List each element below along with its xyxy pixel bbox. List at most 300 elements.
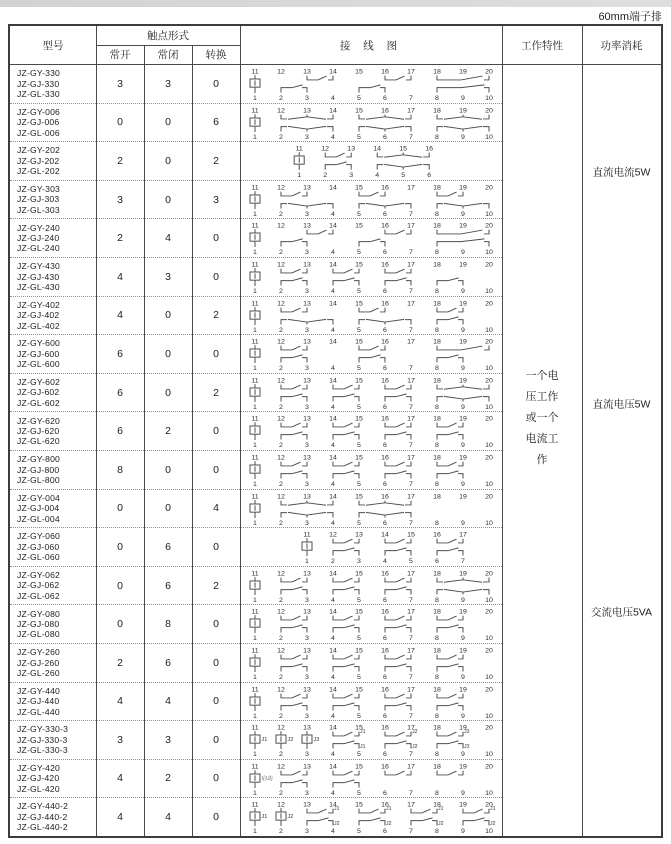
terminal-number: 20 [485,223,493,231]
model-name: JZ-GL-260 [17,667,60,678]
terminal-number: 2 [279,519,283,527]
wiring-diagram [240,219,502,257]
terminal-number: 3 [305,95,309,103]
terminal-number: 19 [459,223,467,231]
terminal-number: 18 [433,261,441,269]
terminal-number: 12 [277,68,285,76]
contact-symbol [437,664,463,672]
normally-closed-count: 4 [165,811,171,824]
wiring-diagram [240,798,502,836]
terminal-number: 13 [303,377,311,385]
normally-open-count: 4 [117,811,123,824]
terminal-number: 8 [435,365,439,373]
normally-closed-count: 2 [165,772,171,785]
model-name: JZ-GJ-260 [17,657,60,668]
model-name: JZ-GL-330-3 [17,745,68,756]
model-name: JZ-GL-402 [17,320,60,331]
terminal-number: 10 [485,326,493,334]
terminal-number: 5 [357,519,361,527]
terminal-number: 15 [355,338,363,346]
normally-open-count: 2 [117,154,123,167]
contact-symbol [333,394,359,402]
model-name: JZ-GJ-080 [17,618,60,629]
wiring-diagram [240,567,502,605]
model-name: JZ-GY-240 [17,222,61,233]
terminal-number: 13 [347,145,356,153]
terminal-number: 3 [305,828,309,836]
power-consumption-label: 直流电压5W [592,398,651,411]
contact-label: J3 [464,744,470,751]
model-name: JZ-GJ-800 [17,464,60,475]
terminal-number: 5 [357,712,361,720]
terminal-number: 18 [433,377,441,385]
terminal-number: 4 [331,442,335,450]
terminal-number: 2 [279,95,283,103]
terminal-number: 5 [401,172,406,180]
contact-symbol [359,319,411,324]
terminal-number: 7 [409,789,413,797]
terminal-number: 9 [461,635,465,643]
terminal-number: 3 [305,635,309,643]
model-name: JZ-GY-080 [17,608,61,619]
contact-symbol [385,616,411,620]
changeover-count: 0 [213,77,219,90]
contact-symbol [307,818,333,826]
terminal-number: 4 [331,404,335,411]
top-toolbar-strip [0,0,671,7]
changeover-count: 0 [213,656,219,669]
terminal-number: 16 [381,493,389,501]
terminal-number: 8 [435,481,439,489]
terminal-number: 11 [251,570,259,578]
terminal-number: 2 [279,365,283,373]
terminal-number: 15 [355,686,363,694]
model-cell [10,104,96,142]
terminal-number: 16 [381,338,389,346]
terminal-number: 11 [251,686,259,694]
contact-symbol [437,278,463,286]
wiring-diagram [240,760,502,798]
terminal-number: 5 [357,481,361,489]
terminal-number: 3 [357,558,361,566]
model-cell [10,335,96,373]
wiring-diagram-cell [240,104,502,142]
model-name: JZ-GY-800 [17,454,61,465]
terminal-number: 3 [349,172,354,180]
contact-symbol [359,818,385,826]
terminal-number: 13 [303,107,311,115]
terminal-number: 19 [459,647,467,655]
contact-symbol [307,76,333,80]
terminal-number: 8 [435,249,439,257]
model-name: JZ-GJ-440-2 [17,811,68,822]
model-cell [10,412,96,450]
terminal-number: 12 [277,377,285,385]
terminal-number: 19 [459,261,467,269]
table-row [10,721,502,760]
wiring-diagram [240,297,502,335]
terminal-number: 16 [381,763,389,771]
terminal-number: 13 [303,223,311,231]
normally-closed-count: 2 [165,425,171,438]
terminal-number: 13 [303,338,311,346]
terminal-number: 8 [435,288,439,296]
terminal-number: 14 [329,107,337,115]
terminal-number: 10 [485,249,493,257]
table-row [10,65,502,104]
characteristic-column [502,65,582,836]
normally-open-count: 4 [117,309,123,322]
terminal-number: 18 [433,802,441,809]
model-name: JZ-GJ-602 [17,387,60,398]
normally-open-count: 0 [117,540,123,553]
contact-symbol [437,307,463,311]
terminal-number: 8 [435,789,439,797]
contact-symbol [333,616,359,620]
model-name: JZ-GL-440-2 [17,822,68,833]
terminal-number: 9 [461,249,465,257]
contact-symbol [281,394,307,402]
changeover-count: 3 [213,193,219,206]
contact-symbol [281,500,333,505]
wiring-diagram [240,258,502,296]
normally-open-count: 3 [117,193,123,206]
terminal-number: 10 [485,519,493,527]
model-name: JZ-GL-060 [17,552,60,563]
contact-symbol [359,85,385,93]
terminal-number: 6 [383,519,387,527]
model-name: JZ-GL-240 [17,243,60,254]
terminal-number: 5 [357,635,361,643]
contact-symbol [385,394,411,402]
terminal-number: 7 [461,558,465,566]
normally-closed-count: 0 [165,502,171,515]
contact-symbol [281,278,307,286]
terminal-number: 6 [383,481,387,489]
terminal-number: 19 [459,338,467,346]
terminal-number: 2 [279,404,283,411]
changeover-count: 2 [213,154,219,167]
normally-open-count: 4 [117,695,123,708]
contact-symbol [385,76,411,80]
terminal-number: 9 [461,288,465,296]
terminal-number: 17 [407,493,415,501]
wiring-diagram [240,528,502,566]
terminal-number: 9 [461,789,465,797]
wiring-diagram-cell [240,374,502,412]
terminal-number: 8 [435,95,439,103]
terminal-number: 16 [381,184,389,192]
contact-symbol [437,625,463,633]
terminal-number: 3 [305,326,309,334]
contact-symbol [437,191,463,195]
contact-symbol [333,780,359,788]
terminal-number: 17 [407,300,415,308]
contact-symbol [385,539,411,543]
terminal-number: 20 [485,609,493,616]
wiring-diagram [240,683,502,721]
contact-symbol [385,741,411,749]
model-cell [10,219,96,257]
changeover-count: 2 [213,579,219,592]
terminal-number: 6 [435,558,439,566]
normally-closed-count: 6 [165,656,171,669]
terminal-number: 9 [461,404,465,411]
changeover-count: 0 [213,733,219,746]
contact-symbol [281,702,307,710]
normally-open-count: 8 [117,463,123,476]
contact-symbol [377,165,429,170]
model-name: JZ-GL-202 [17,166,60,177]
wiring-diagram [240,142,502,180]
model-name: JZ-GL-600 [17,359,60,370]
wiring-diagram [240,490,502,528]
contact-symbol [359,346,385,350]
terminal-number: 16 [381,802,389,809]
terminal-number: 9 [461,211,465,218]
contact-symbol [281,664,307,672]
terminal-number: 4 [331,326,335,334]
terminal-number: 1 [253,326,257,334]
contact-label: J2 [412,729,418,736]
terminal-number: 17 [407,647,415,655]
contact-label: J1 [438,806,444,813]
contact-symbol [437,384,489,389]
model-name: JZ-GJ-330-3 [17,734,68,745]
contact-symbol [333,770,359,774]
terminal-number: 14 [329,223,337,231]
terminal-number: 1 [305,558,309,566]
terminal-number: 4 [331,789,335,797]
model-cell [10,451,96,489]
contact-symbol [437,432,463,440]
contact-symbol [333,432,359,440]
header-power: 功率消耗 [600,39,643,52]
contact-symbol [333,664,359,672]
terminal-number: 13 [303,454,311,462]
table-row [10,528,502,567]
terminal-number: 15 [355,647,363,655]
wiring-diagram-cell [240,721,502,759]
contact-symbol [385,655,411,659]
contact-symbol [359,500,411,505]
terminal-number: 14 [329,377,337,385]
normally-open-count: 4 [117,270,123,283]
model-cell [10,605,96,643]
terminal-number: 15 [355,802,363,809]
terminal-number: 13 [303,802,311,809]
terminal-number: 10 [485,95,493,103]
model-name: JZ-GY-202 [17,145,61,156]
model-name: JZ-GJ-060 [17,541,60,552]
terminal-number: 11 [251,454,259,462]
terminal-number: 4 [331,712,335,720]
model-name: JZ-GY-260 [17,647,61,658]
table-row [10,219,502,258]
changeover-count: 0 [213,695,219,708]
terminal-number: 14 [329,454,337,462]
terminal-number: 14 [329,570,337,578]
contact-symbol [281,780,307,788]
contact-symbol [385,278,411,286]
normally-open-count: 0 [117,579,123,592]
terminal-number: 19 [459,493,467,501]
terminal-number: 12 [277,763,285,771]
terminal-number: 13 [303,763,311,771]
terminal-number: 15 [355,763,363,771]
terminal-number: 7 [409,404,413,411]
table-row [10,605,502,644]
terminal-number: 19 [459,686,467,694]
terminal-number: 13 [303,570,311,578]
normally-closed-count: 3 [165,270,171,283]
contact-symbol [411,818,437,826]
terminal-number: 7 [409,326,413,334]
terminal-number: 4 [331,674,335,682]
terminal-number: 15 [407,531,415,539]
terminal-number: 12 [277,570,285,578]
terminal-number: 14 [329,724,337,732]
terminal-number: 18 [433,107,441,115]
terminal-number: 18 [433,300,441,308]
contact-symbol [281,462,307,466]
wiring-diagram-cell [240,142,502,180]
terminal-number: 17 [407,184,415,192]
model-name: JZ-GY-620 [17,415,61,426]
changeover-count: 0 [213,772,219,785]
terminal-number: 8 [435,326,439,334]
terminal-number: 1 [253,133,257,141]
terminal-number: 7 [409,596,413,604]
terminal-number: 15 [355,724,363,732]
terminal-number: 1 [253,211,257,218]
terminal-number: 8 [435,828,439,836]
normally-open-count: 2 [117,232,123,245]
table-row [10,258,502,297]
terminal-number: 14 [329,184,337,192]
terminal-number: 17 [407,724,415,732]
model-name: JZ-GL-006 [17,127,60,138]
wiring-diagram [240,721,502,759]
terminal-number: 14 [329,68,337,76]
changeover-count: 0 [213,270,219,283]
terminal-number: 1 [297,172,302,180]
terminal-number: 14 [329,261,337,269]
table-row [10,335,502,374]
terminal-number: 13 [303,686,311,694]
terminal-number: 15 [355,570,363,578]
table-row [10,374,502,413]
terminal-number: 13 [303,416,311,423]
terminal-number: 20 [485,377,493,385]
terminal-number: 20 [485,338,493,346]
terminal-number: 4 [331,288,335,296]
terminal-number: 1 [253,404,257,411]
model-cell [10,567,96,605]
terminal-number: 13 [303,184,311,192]
terminal-number: 20 [485,686,493,694]
contact-symbol [281,191,307,195]
model-name: JZ-GJ-330 [17,78,60,89]
wiring-diagram [240,451,502,489]
contact-symbol [281,625,307,633]
terminal-number: 17 [407,416,415,423]
model-cell [10,142,96,180]
contact-symbol [333,741,359,749]
contact-symbol [385,423,411,427]
normally-closed-count: 0 [165,193,171,206]
wiring-diagram-cell [240,335,502,373]
terminal-number: 18 [433,223,441,231]
model-name: JZ-GJ-240 [17,232,60,243]
terminal-number: 10 [485,712,493,720]
terminal-number: 16 [381,261,389,269]
terminal-number: 13 [303,724,311,732]
contact-symbol [437,616,463,620]
contact-symbol [359,114,411,119]
terminal-number: 5 [357,596,361,604]
terminal-number: 18 [433,763,441,771]
changeover-count: 0 [213,463,219,476]
contact-symbol [333,587,359,595]
terminal-number: 16 [381,223,389,231]
model-name: JZ-GJ-202 [17,155,60,166]
terminal-number: 14 [329,609,337,616]
terminal-number: 9 [461,442,465,450]
terminal-number: 1 [253,365,257,373]
terminal-number: 17 [407,107,415,115]
terminal-number: 12 [277,802,285,809]
terminal-number: 7 [409,751,413,759]
normally-open-count: 0 [117,618,123,631]
terminal-number: 18 [433,647,441,655]
terminal-number: 2 [279,751,283,759]
terminal-number: 5 [357,404,361,411]
contact-symbol [281,269,307,273]
terminal-number: 7 [409,133,413,141]
contact-symbol [437,471,463,479]
normally-open-count: 6 [117,386,123,399]
contact-symbol [325,153,351,157]
contact-symbol [359,355,385,363]
terminal-number: 10 [485,674,493,682]
terminal-number: 7 [409,712,413,720]
terminal-number: 20 [485,647,493,655]
terminal-number: 11 [251,338,259,346]
terminal-number: 2 [279,442,283,450]
contact-symbol [385,577,411,581]
contact-symbol [333,655,359,659]
model-name: JZ-GL-420 [17,783,60,794]
terminal-number: 6 [383,712,387,720]
table-row [10,567,502,606]
model-name: JZ-GY-600 [17,338,61,349]
model-name: JZ-GL-430 [17,281,60,292]
model-name: JZ-GJ-303 [17,194,60,205]
terminal-number: 17 [407,68,415,76]
wiring-diagram-cell [240,798,502,836]
table-row [10,297,502,336]
wiring-diagram-cell [240,490,502,528]
terminal-number: 12 [321,145,330,153]
terminal-number: 11 [251,300,259,308]
terminal-number: 12 [277,223,285,231]
terminal-number: 14 [381,531,389,539]
terminal-number: 10 [485,211,493,218]
terminal-number: 3 [305,288,309,296]
normally-closed-count: 6 [165,579,171,592]
contact-symbol [307,230,333,234]
